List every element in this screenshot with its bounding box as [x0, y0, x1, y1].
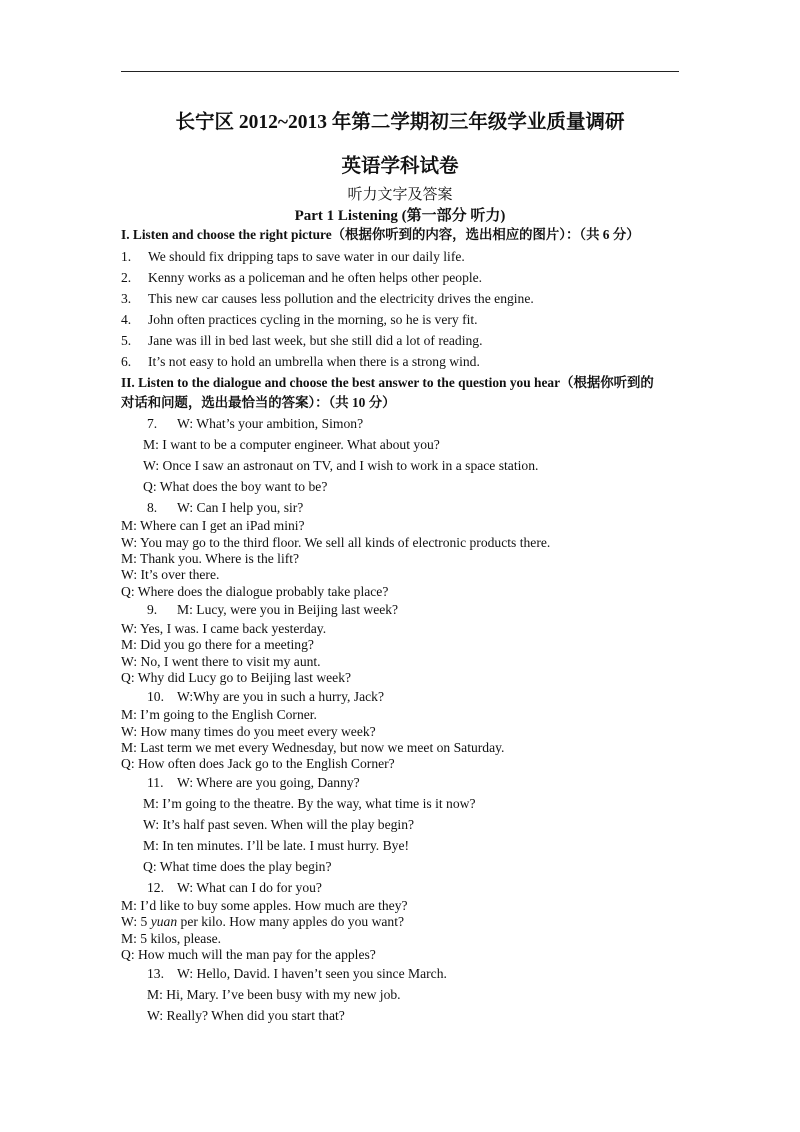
dialogue-line: M: Last term we met every Wednesday, but now we meet on Saturday. [121, 740, 505, 755]
dialogue-first-line: 8. W: Can I help you, sir? [147, 500, 304, 515]
dialogue-line: M: I’d like to buy some apples. How much are they? [121, 898, 408, 913]
part1-heading: Part 1 Listening (第一部分 听力) [294, 208, 506, 224]
dialogue-first-line: 9. M: Lucy, were you in Beijing last week? [147, 602, 399, 617]
section1-heading: I. Listen and choose the right picture（根据你听到的内容，选出相应的图片）：（共 6 分） [121, 227, 640, 242]
dialogue-line: Q: How often does Jack go to the English Corner? [121, 756, 395, 771]
dialogue-line: Q: Why did Lucy go to Beijing last week? [121, 670, 352, 685]
list-item: 4. John often practices cycling in the morning, so he is very fit. [121, 312, 478, 327]
section2-heading-line1: II. Listen to the dialogue and choose the best answer to the question you hear（根据你听到的 [121, 375, 654, 390]
dialogue-line: Q: How much will the man pay for the apples? [121, 947, 376, 962]
dialogue-line: M: I want to be a computer engineer. What about you? [143, 437, 440, 452]
dialogue-line: W: 5 yuan per kilo. How many apples do you want? [121, 914, 405, 929]
list-item: 3. This new car causes less pollution and the electricity drives the engine. [121, 291, 534, 306]
dialogue-line: W: Really? When did you start that? [147, 1008, 345, 1023]
section2-heading-line2: 对话和问题，选出最恰当的答案）：（共 10 分） [121, 395, 396, 410]
dialogue-line: Q: Where does the dialogue probably take place? [121, 584, 389, 599]
page-title: 长宁区 2012~2013 年第二学期初三年级学业质量调研 [175, 112, 625, 133]
top-rule [121, 71, 679, 72]
list-item: 6. It’s not easy to hold an umbrella when there is a strong wind. [121, 354, 480, 369]
dialogue-first-line: 13. W: Hello, David. I haven’t seen you since March. [147, 966, 447, 981]
dialogue-line: M: I’m going to the English Corner. [121, 707, 317, 722]
dialogue-line: W: No, I went there to visit my aunt. [121, 654, 321, 669]
dialogue-line: M: 5 kilos, please. [121, 931, 222, 946]
dialogue-first-line: 11. W: Where are you going, Danny? [147, 775, 360, 790]
dialogue-line: W: You may go to the third floor. We sell all kinds of electronic products there. [121, 535, 551, 550]
dialogue-line: M: Hi, Mary. I’ve been busy with my new job. [147, 987, 401, 1002]
dialogue-line: M: I’m going to the theatre. By the way, what time is it now? [143, 796, 476, 811]
dialogue-line: M: Did you go there for a meeting? [121, 637, 314, 652]
dialogue-first-line: 12. W: What can I do for you? [147, 880, 322, 895]
dialogue-line: M: Thank you. Where is the lift? [121, 551, 300, 566]
dialogue-line: W: It’s over there. [121, 567, 220, 582]
list-item: 5. Jane was ill in bed last week, but she still did a lot of reading. [121, 333, 483, 348]
list-item: 2. Kenny works as a policeman and he often helps other people. [121, 270, 483, 285]
answers-heading: 听力文字及答案 [347, 187, 453, 203]
list-item: 1. We should fix dripping taps to save water in our daily life. [121, 249, 465, 264]
dialogue-line: Q: What does the boy want to be? [143, 479, 328, 494]
dialogue-line: Q: What time does the play begin? [143, 859, 332, 874]
dialogue-line: W: Yes, I was. I came back yesterday. [121, 621, 327, 636]
page-subtitle: 英语学科试卷 [341, 156, 459, 177]
dialogue-line: W: How many times do you meet every week? [121, 724, 376, 739]
dialogue-line: M: Where can I get an iPad mini? [121, 518, 305, 533]
dialogue-first-line: 7. W: What’s your ambition, Simon? [147, 416, 364, 431]
dialogue-line: W: It’s half past seven. When will the play begin? [143, 817, 415, 832]
dialogue-line: W: Once I saw an astronaut on TV, and I wish to work in a space station. [143, 458, 539, 473]
dialogue-line: M: In ten minutes. I’ll be late. I must hurry. Bye! [143, 838, 410, 853]
dialogue-first-line: 10. W:Why are you in such a hurry, Jack? [147, 689, 384, 704]
